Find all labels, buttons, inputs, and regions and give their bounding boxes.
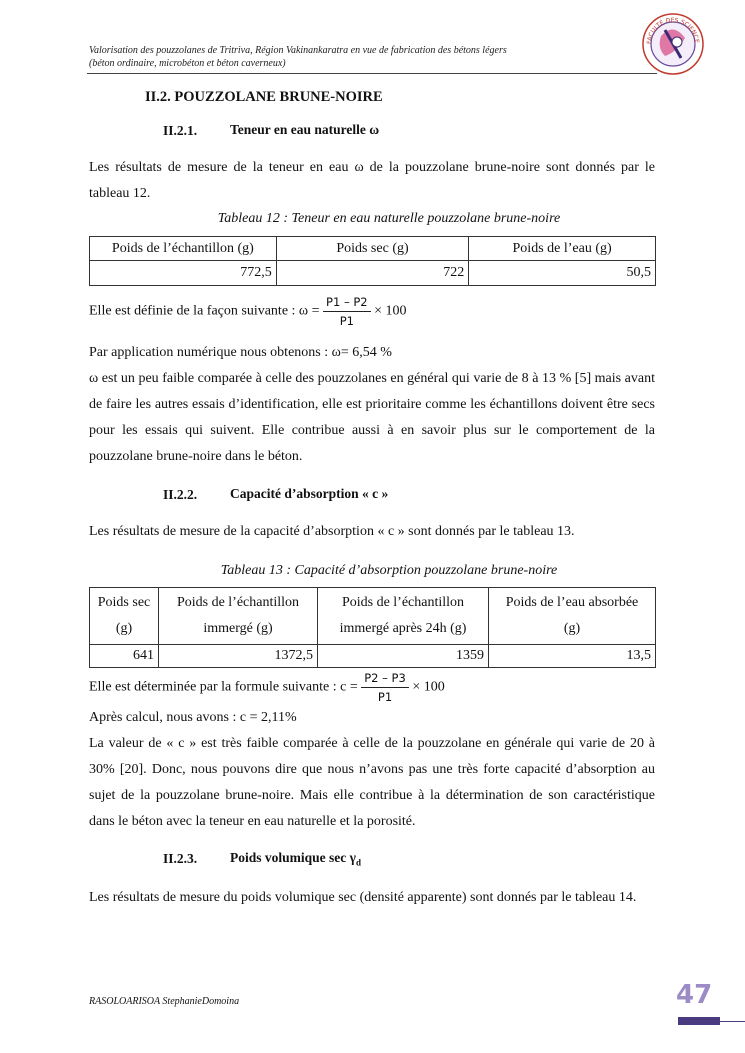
table-12-caption: Tableau 12 : Teneur en eau naturelle pouzzolane brune-noire — [217, 211, 561, 226]
subsection-2-heading — [163, 486, 389, 504]
table-13 — [89, 587, 656, 668]
table-12-header-cell: Poids de l’échantillon (g) — [90, 237, 277, 261]
table-12-cell: 772,5 — [90, 261, 277, 286]
subsection-3-title-subscript: d — [355, 857, 361, 868]
page-number-rule — [720, 1021, 745, 1022]
formula-omega-prefix: Elle est définie de la façon suivante : ω = — [89, 303, 320, 319]
section-heading: II.2. POUZZOLANE BRUNE-NOIRE — [145, 89, 383, 105]
table-13-header-text: immergé (g) — [203, 621, 273, 636]
formula-omega-suffix: × 100 — [374, 303, 407, 319]
subsection-1-heading — [163, 122, 380, 140]
table-13-header-text: Poids de l’échantillon — [341, 595, 465, 610]
table-13-header-text: (g) — [563, 621, 581, 636]
table-13-cell: 13,5 — [489, 645, 656, 668]
footer-author: RASOLOARISOA StephanieDomoina — [89, 996, 240, 1007]
formula-c-suffix: × 100 — [412, 679, 445, 695]
subsection-3-number: II.2.3. — [163, 851, 198, 866]
table-13-header-text: Poids de l’eau absorbée — [505, 595, 639, 610]
table-13-header-cell — [90, 588, 159, 645]
running-header — [89, 44, 589, 70]
subsection-1-title: Teneur en eau naturelle ω — [230, 122, 380, 137]
subsection-1-number: II.2.1. — [163, 123, 198, 138]
table-13-header-cell — [489, 588, 656, 645]
subsection-1-intro: Les résultats de mesure de la teneur en eau ω de la pouzzolane brune-noire sont donnés par le tableau 12. — [89, 160, 655, 201]
table-12 — [89, 236, 656, 286]
faculty-logo — [641, 12, 705, 76]
formula-c — [89, 671, 445, 704]
table-13-header-cell — [159, 588, 318, 645]
header-divider — [87, 73, 657, 74]
header-line-2: (béton ordinaire, microbéton et béton caverneux) — [89, 58, 286, 69]
table-12-header-cell: Poids sec (g) — [276, 237, 468, 261]
subsection-3-intro: Les résultats de mesure du poids volumique sec (densité apparente) sont donnés par le tableau 14. — [89, 890, 637, 905]
formula-omega — [89, 295, 407, 328]
formula-c-denominator: P1 — [377, 690, 393, 704]
subsection-2-number: II.2.2. — [163, 487, 198, 502]
table-12-header-cell: Poids de l’eau (g) — [469, 237, 656, 261]
formula-omega-fraction — [323, 295, 371, 328]
page-number: 47 — [676, 980, 713, 1010]
table-13-cell: 1359 — [318, 645, 489, 668]
subsection-3-title — [230, 850, 361, 868]
table-13-header-cell — [318, 588, 489, 645]
formula-c-prefix: Elle est déterminée par la formule suivante : c = — [89, 679, 358, 695]
c-discussion: La valeur de « c » est très faible comparée à celle de la pouzzolane en générale qui varie de 20 à 30% [20]. Donc, nous pouvons dire que nous n’avons pas une très forte capacité d’absorption au sujet de la pouzzolane brune-noire. Mais elle contribue à la détermination de son caractéristique dans le béton avec la teneur en eau naturelle et la porosité. — [89, 736, 655, 829]
page-number-bar — [678, 1017, 720, 1025]
table-13-header-text: immergé après 24h (g) — [339, 621, 467, 636]
c-result: Après calcul, nous avons : c = 2,11% — [89, 710, 297, 725]
table-13-header-text: Poids sec — [97, 595, 151, 610]
subsection-2-title: Capacité d’absorption « c » — [230, 486, 389, 501]
table-13-header-text: (g) — [115, 621, 133, 636]
subsection-2-intro: Les résultats de mesure de la capacité d’absorption « c » sont donnés par le tableau 13. — [89, 524, 575, 539]
table-13-caption: Tableau 13 : Capacité d’absorption pouzzolane brune-noire — [220, 563, 558, 578]
table-13-cell: 1372,5 — [159, 645, 318, 668]
subsection-3-title-text: Poids volumique sec γ — [230, 850, 356, 865]
formula-omega-numerator: P1 – P2 — [323, 295, 371, 312]
formula-omega-denominator: P1 — [339, 314, 354, 328]
table-13-header-text: Poids de l’échantillon — [176, 595, 300, 610]
table-12-cell: 722 — [276, 261, 468, 286]
omega-result: Par application numérique nous obtenons : ω= 6,54 % — [89, 345, 392, 360]
logo-text: FACULTÉ DES SCIENCE — [645, 16, 701, 45]
formula-c-numerator: P2 – P3 — [361, 671, 409, 688]
table-13-cell: 641 — [90, 645, 159, 668]
omega-discussion: ω est un peu faible comparée à celle des pouzzolanes en général qui varie de 8 à 13 % [5] mais avant de faire les autres essais d’identification, elle est prioritaire comme les échantillons doivent être secs pour les essais qui suivent. Elle contribue aussi à en savoir plus sur le comportement de la pouzzolane brune-noire dans le béton. — [89, 371, 655, 464]
table-12-cell: 50,5 — [469, 261, 656, 286]
formula-c-fraction — [361, 671, 409, 704]
header-line-1: Valorisation des pouzzolanes de Tritriva, Région Vakinankaratra en vue de fabrication des bétons légers — [89, 45, 507, 56]
